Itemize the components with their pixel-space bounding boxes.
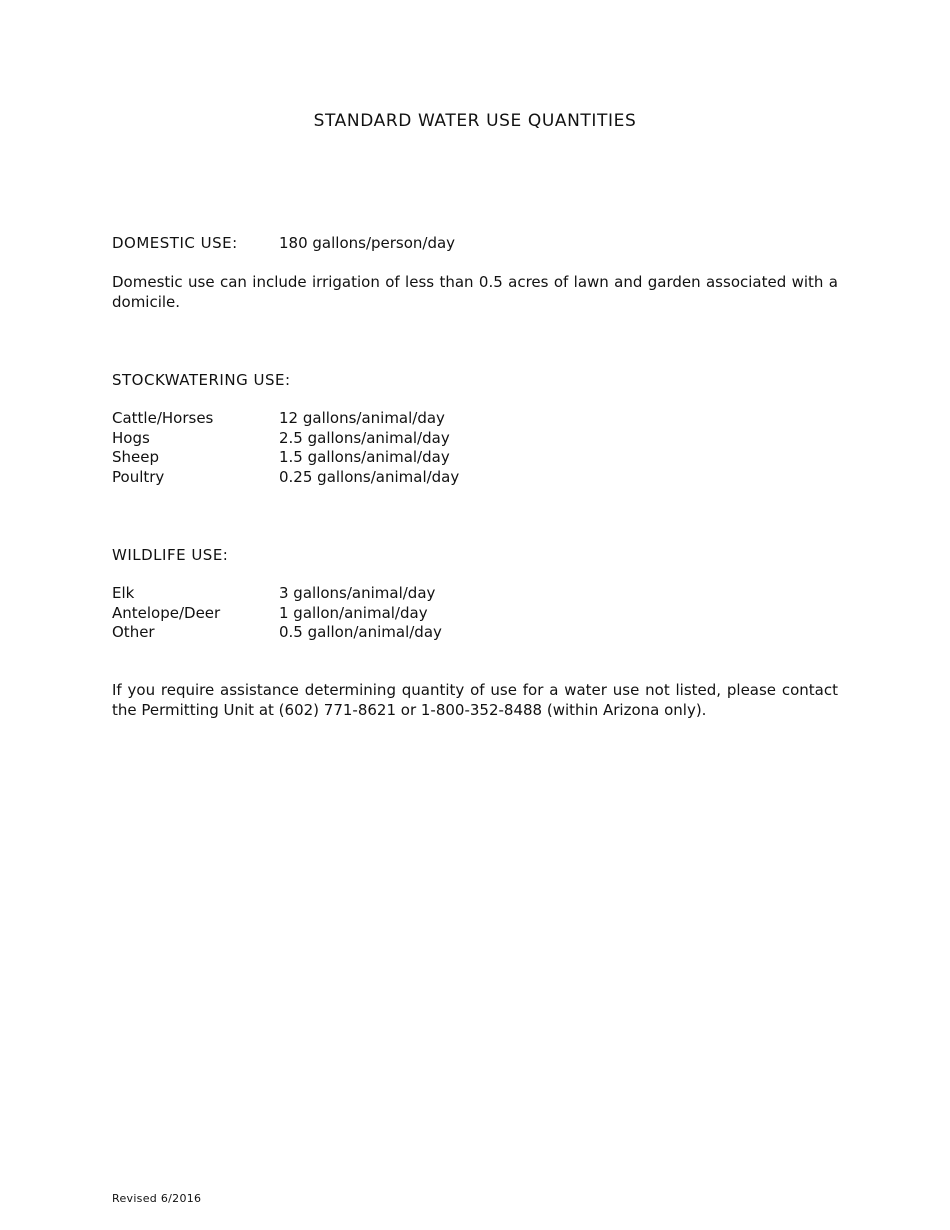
wildlife-row-elk <box>112 584 838 604</box>
stock-row-poultry <box>112 468 838 488</box>
stock-row-cattle <box>112 409 838 429</box>
stock-value: 12 gallons/animal/day <box>279 409 445 427</box>
domestic-section <box>112 234 838 254</box>
wildlife-section <box>112 546 838 566</box>
wildlife-value: 1 gallon/animal/day <box>279 603 428 622</box>
domestic-note-block <box>112 273 838 312</box>
wildlife-heading: WILDLIFE USE: <box>112 546 229 564</box>
wildlife-label: Other <box>112 623 155 641</box>
domestic-value: 180 gallons/person/day <box>279 234 456 252</box>
domestic-heading: DOMESTIC USE: <box>112 234 238 252</box>
stock-label: Hogs <box>112 428 150 447</box>
assistance-text: If you require assistance determining quantity of use for a water use not listed, please contact the Permitting Unit at (602) 771-8621 or 1-800-352-8488 (within Arizona only). <box>112 681 838 719</box>
stock-value: 0.25 gallons/animal/day <box>279 467 460 486</box>
domestic-note: Domestic use can include irrigation of less than 0.5 acres of lawn and garden associated with a domicile. <box>112 273 838 311</box>
stock-row-sheep <box>112 448 838 468</box>
assistance-block <box>112 681 838 720</box>
stock-row-hogs <box>112 429 838 449</box>
wildlife-label: Elk <box>112 584 135 602</box>
stockwatering-table <box>112 409 838 487</box>
stockwatering-heading: STOCKWATERING USE: <box>112 371 291 389</box>
page-title: STANDARD WATER USE QUANTITIES <box>313 111 637 131</box>
wildlife-row-antelope-deer <box>112 604 838 624</box>
stock-label: Poultry <box>112 467 165 486</box>
wildlife-value: 3 gallons/animal/day <box>279 584 436 602</box>
revision-footer: Revised 6/2016 <box>112 1192 202 1205</box>
domestic-row <box>112 234 838 254</box>
stockwatering-section <box>112 371 838 391</box>
wildlife-row-other <box>112 623 838 643</box>
stock-label: Sheep <box>112 448 160 466</box>
wildlife-value: 0.5 gallon/animal/day <box>279 623 442 641</box>
wildlife-table <box>112 584 838 643</box>
wildlife-label: Antelope/Deer <box>112 603 221 622</box>
stock-value: 1.5 gallons/animal/day <box>279 448 450 466</box>
stock-value: 2.5 gallons/animal/day <box>279 428 450 447</box>
stock-label: Cattle/Horses <box>112 409 214 427</box>
